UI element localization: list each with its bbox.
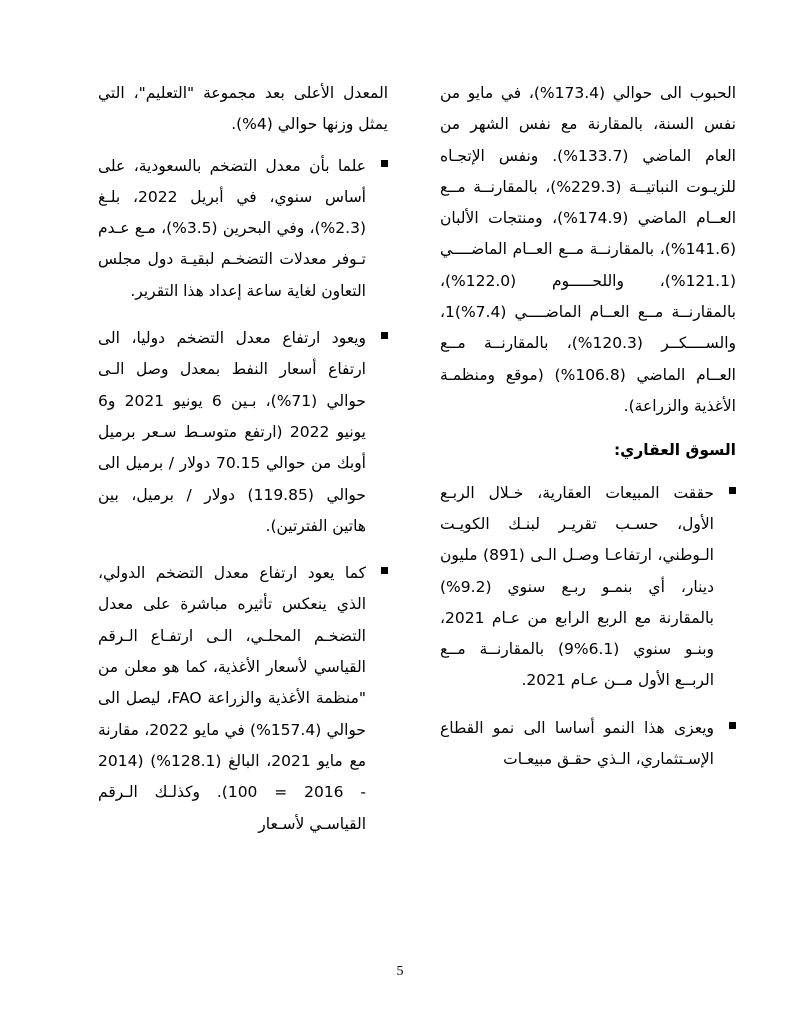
list-item-text: علما بأن معدل التضخم بالسعودية، على أساس سنوي، في أبريل 2022، بلـغ (2.3%)، وفي البحرين (3.5%)، مـع عـدم تـوفر معدلات التضخـم لبقيـة دول مجلس التعاون لغاية ساعة إعداد هذا التقرير. [98,156,367,300]
paragraph-food-index-continued: الحبوب الى حوالي (173.4%)، في مايو من نفس السنة، بالمقارنة مع نفس الشهر من العام الماضي (133.7%). ونفس الإتجـاه للزيـوت النباتيــة (229.3%)، بالمقارنــة مــع العــام الماضي (174.9%)، ومنتجات الألبان (141.6%)، بالمقارنــة مــع العــام الماضــــي (121.1%)، واللحـــــوم (122.0%)، بالمقارنــة مــع العــام الماضــــي (7.4%)1، والســــكــر (120.3%)، بالمقارنــة مــع العــام الماضي (106.8%) (موقع ومنظمـة الأغذية والزراعة). [440,84,737,415]
bullet-marker-icon [381,567,388,574]
paragraph-education-weight: المعدل الأعلى بعد مجموعة "التعليم"، التي يمثل وزنها حوالي (4%). [98,84,388,134]
list-item [98,558,388,840]
page-number: 5 [396,964,404,979]
section-heading-real-estate: السوق العقاري: [613,441,736,460]
bullet-marker-icon [729,487,736,494]
column-right [440,78,736,791]
list-item [98,151,388,307]
list-item [440,713,736,776]
column-left [98,78,388,856]
bullet-marker-icon [381,332,388,339]
bullet-marker-icon [381,160,388,167]
list-item-text: حققت المبيعات العقارية، خـلال الربـع الأول، حسـب تقريـر لبنـك الكويـت الـوطني، ارتفاعـا وصـل الـى (891) مليون دينار، أي بنمـو ربـع سنوي (9.2%) بالمقارنة مع الربع الرابع من عـام 2021، وبنـو سنوي (6.1%9) بالمقارنــة مــع الربــع الأول مــن عـام 2021. [440,483,715,690]
list-item [98,323,388,542]
list-item-text: كما يعود ارتفاع معدل التضخم الدولي، الذي ينعكس تأثيره مباشرة على معدل التضخـم المحلـي، الـى ارتفـاع الـرقم القياسي لأسعار الأغذية، كما هو معلن من "منظمة الأغذية والزراعة FAO، ليصل الى حوالي (157.4%) في مايو 2022، مقارنة مع مايو 2021، البالغ (128.1%) (2014 - 2016 = 100). وكذلـك الـرقم القياسـي لأسـعار [98,564,367,833]
bullet-marker-icon [729,722,736,729]
list-item [440,478,736,697]
list-item-text: ويعود ارتفاع معدل التضخم دوليا، الى ارتفاع أسعار النفط بمعدل وصل الـى حوالي (71%)، بـين 6 يونيو 2021 و6 يونيو 2022 (ارتفع متوسـط سـعر برميل أوبك من حوالي 70.15 دولار / برميل الى حوالي (119.85) دولار / برميل، بين هاتين الفترتين). [98,329,366,535]
list-item-text: ويعزى هذا النمو أساسا الى نمو القطاع الإسـتثماري، الـذي حقـق مبيعـات [440,718,714,769]
two-column-body [64,78,736,856]
